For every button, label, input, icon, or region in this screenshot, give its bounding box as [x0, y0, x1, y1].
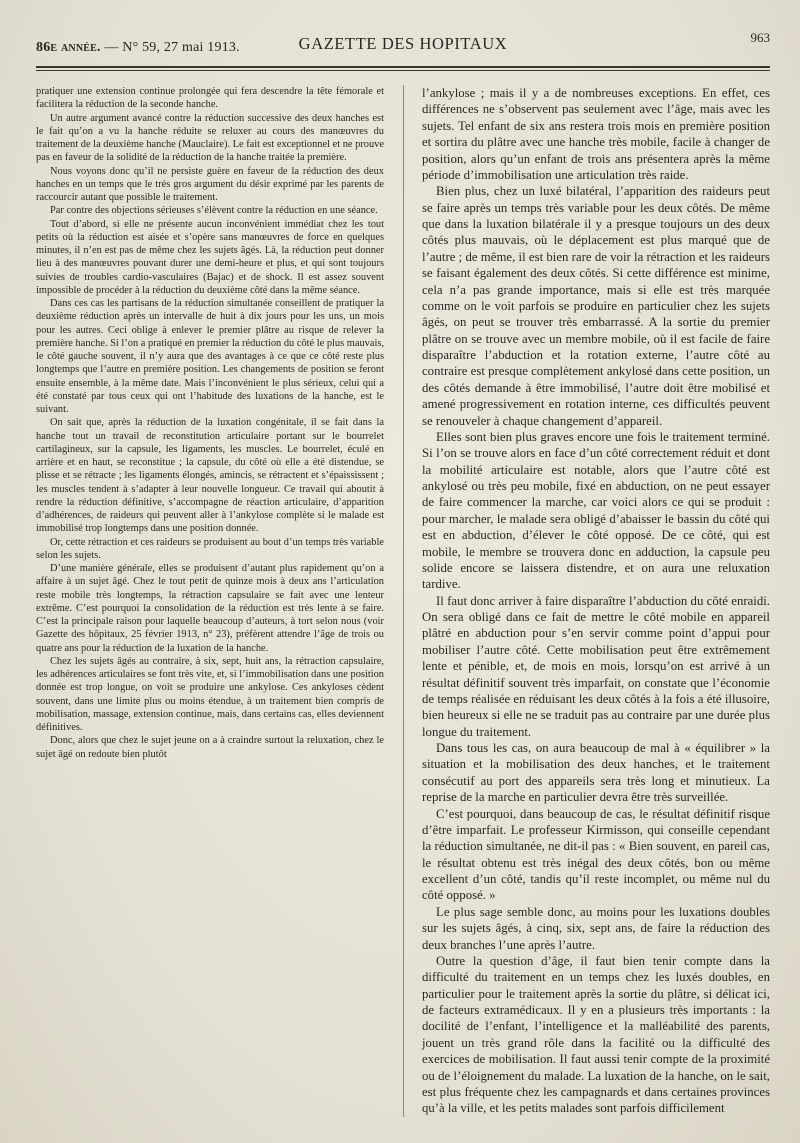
paragraph: Un autre argument avancé contre la réduction successive des deux hanches est le fait qu’on a vu la hanche réduite se reluxer au cours des manœuvres du traitement de la deuxième hanche (Mauclaire). Le fait est exceptionnel et ne prouve pas en faveur de la solidité de la réduction de la hanche traitée la première. — [36, 112, 384, 164]
paragraph: C’est pourquoi, dans beaucoup de cas, le résultat définitif risque d’être imparfait. Le professeur Kirmisson, qui conseille cependant la réduction simultanée, ne dit-il pas : « Bien souvent, en pareil cas, le résultat obtenu est très inégal des deux côtés, bon ou même excellent d’un côté, tandis qu’il reste incomplet, ou même nul du côté opposé. » — [422, 806, 770, 903]
paragraph: Chez les sujets âgés au contraire, à six, sept, huit ans, la rétraction capsulaire, les adhérences articulaires se font très vite, et, si l’immobilisation dans une position donnée est trop longue, on voit se produire une ankylose. Ces ankyloses cèdent souvent, dans une limite plus ou moins étendue, à un traitement bien compris de mobilisation, massage, extension continue, mais, dans certains cas, elles deviennent définitives. — [36, 655, 384, 733]
year-label: 86e année. — [36, 40, 101, 55]
left-column — [36, 85, 384, 1117]
paragraph: Nous voyons donc qu’il ne persiste guère en faveur de la réduction des deux hanches en un temps que le très gros argument du désir exprimé par les parents de raccourcir autant que possible le traitement. — [36, 165, 384, 203]
paragraph: l’ankylose ; mais il y a de nombreuses exceptions. En effet, ces différences ne s’observent pas seulement avec l’âge, mais avec les sujets. Tel enfant de six ans restera trois mois en première position et sortira du plâtre avec une hanche très mobile, facile à changer de position, alors qu’un enfant de trois ans présentera après la même période d’immobilisation une articulation très raide. — [422, 86, 770, 182]
paragraph: Tout d’abord, si elle ne présente aucun inconvénient immédiat chez les tout petits où la réduction est aisée et s’opère sans manœuvres de force en quelques minutes, il n’en est pas de même chez les sujets âgés. Là, la réduction peut donner lieu à des manœuvres pouvant durer une demi-heure et plus, et qui sont toujours suivies de troubles cardio-vasculaires (Bajac) et de shock. Il est assez souvent impossible de procéder à la réduction du deuxième côté dans la même séance. — [36, 218, 384, 296]
paragraph: Bien plus, chez un luxé bilatéral, l’apparition des raideurs peut se faire après un temps très variable pour les deux côtés. De même que dans la luxation bilatérale il y a presque toujours un des deux côtés plus mauvais, où le déplacement est plus marqué que de l’autre ; de même, il est bien rare de voir la rétraction et les raideurs se faisant également des deux côtés. Si cette différence est minime, cela n’a pas grande importance, mais si elle est très marquée comme on le voit parfois se produire en particulier chez les sujets âgés, on peut se trouver très embarrassé. A la sortie du premier plâtre on se trouve avec un membre mobile, où il est facile de faire disparaître l’abduction et la rotation externe, l’autre côté au contraire est presque complètement ankylosé dans cette position, un des côtés demande à être immobilisé, l’autre doit être mobilisé et amené progressivement en rotation interne, ces difficultés peuvent se renouveler à chaque changement d’appareil. — [422, 184, 770, 428]
page-number: 963 — [750, 30, 770, 45]
paragraph: D’une manière générale, elles se produisent d’autant plus rapidement qu’on a affaire à un sujet âgé. Chez le tout petit de quinze mois à deux ans l’articulation reste mobile très longtemps, la rétraction capsulaire se fait avec une lenteur extrême. C’est pourquoi la consolidation de la réduction est très lente à se faire. C’est la principale raison pour laquelle beaucoup d’auteurs, à tort selon nous (voir Gazette des hôpitaux, 25 février 1913, n° 23), préfèrent attendre l’âge de trois ou quatre ans pour la réduction de la luxation de la hanche. — [36, 563, 384, 654]
header-rule-thick — [36, 66, 770, 68]
paragraph: Dans tous les cas, on aura beaucoup de mal à « équilibrer » la situation et la mobilisation des deux hanches, et le traitement consécutif au port des appareils sera très long et minutieux. La reprise de la marche en particulier devra être très surveillée. — [422, 741, 770, 805]
paragraph: Or, cette rétraction et ces raideurs se produisent au bout d’un temps très variable selon les sujets. — [36, 536, 384, 561]
issue-number-date: — N° 59, 27 mai 1913. — [104, 40, 240, 55]
paragraph: Par contre des objections sérieuses s’élèvent contre la réduction en une séance. — [50, 205, 378, 217]
paragraph: Elles sont bien plus graves encore une fois le traitement terminé. Si l’on se trouve alors en face d’un côté correctement réduit et dont la mobilité articulaire est notable, alors que l’autre côté est ankylosé ou très peu mobile, fixé en abduction, on ne peut essayer de faire commencer la marche, car voici alors ce qui se produit : pour marcher, le malade sera obligé d’abaisser le bassin du côté qui est en abduction, d’élever le côté opposé. De ce côté, qui est mobile, le membre se trouvera donc en adduction, la capsule peu solide encore se laissera distendre, et on aura une reluxation tardive. — [422, 429, 770, 592]
column-divider — [403, 85, 404, 1117]
right-column — [422, 85, 770, 1117]
paragraph: On sait que, après la réduction de la luxation congénitale, il se fait dans la hanche tout un travail de reconstitution articulaire portant sur le bourrelet cartilagineux, sur la capsule, les ligaments, les muscles. Le bourrelet, éculé en arrière et en haut, se reconstitue ; la capsule, du côté où elle a été distendue, se plisse et se rétracte ; les ligaments élongés, amincis, se rétractent et s’épaississent ; les muscles tendent à s’adapter à leur nouvelle longueur. Ce travail qui aboutit à rendre la réduction définitive, s’accompagne de réaction articulaire, d’apparition d’adhérences, de raideurs qui peuvent aller à l’ankylose complète si le malade est immobilisé trop longtemps dans une position donnée. — [36, 417, 384, 535]
paragraph: Le plus sage semble donc, au moins pour les luxations doubles sur les sujets âgés, à cinq, six, sept ans, de faire la réduction des deux branches l’une après l’autre. — [422, 904, 770, 952]
paragraph: pratiquer une extension continue prolongée qui fera descendre la tête fémorale et facilitera la réduction de la seconde hanche. — [36, 86, 384, 111]
journal-title: GAZETTE DES HOPITAUX — [298, 34, 508, 53]
paragraph: Donc, alors que chez le sujet jeune on a à craindre surtout la reluxation, chez le sujet âgé on redoute bien plutôt — [36, 735, 384, 760]
text-columns — [36, 85, 770, 1117]
masthead — [36, 30, 770, 64]
header-rule-thin — [36, 70, 770, 71]
paragraph: Outre la question d’âge, il faut bien tenir compte dans la difficulté du traitement en un temps chez les luxés doubles, en particulier pour le traitement après la sortie du plâtre, si délicat ici, de facteurs extramédicaux. Il y en a plusieurs très importants : la docilité de l’enfant, l’intelligence et la malléabilité des parents, jouent un très grand rôle dans la facilité ou la difficulté des exercices de mobilisation. Il faut aussi tenir compte de la proximité ou de l’éloignement du malade. La luxation de la hanche, on le sait, est plus fréquente chez les campagnards et dans certaines provinces qu’à la ville, et les petits malades sont parfois difficilement — [422, 953, 770, 1116]
paragraph: Il faut donc arriver à faire disparaître l’abduction du côté enraidi. On sera obligé dans ce fait de mettre le côté mobile en appareil plâtré en abduction pour s’en servir comme point d’appui pour mobiliser l’autre côté. Cette mobilisation peut être extrêmement lente et pénible, et, de mois en mois, lorsqu’on est arrivé à un résultat définitif souvent très imparfait, on constate que l’économie de temps réalisée en réduisant les deux côtés à la fois a été illusoire, bien heureux si elle ne se traduit pas au contraire par une durée plus longue du traitement. — [422, 593, 770, 739]
paragraph: Dans ces cas les partisans de la réduction simultanée conseillent de pratiquer la deuxième réduction après un intervalle de huit à dix jours pour les uns, un mois pour les autres. Ceci oblige à enlever le premier plâtre au risque de relever la première hanche. Si l’on a pratiqué en premier la réduction du côté le plus mauvais, le côté gauche souvent, il n’y aura que des avantages à ce que ce côté reste plus longtemps que l’autre en première position. Les changements de position se feront ensuite ensemble, à la même date. Mais l’inconvénient le plus sérieux, celui qui a été constaté par tous ceux qui ont l’habitude des luxations de la hanche, est le suivant. — [36, 298, 384, 415]
